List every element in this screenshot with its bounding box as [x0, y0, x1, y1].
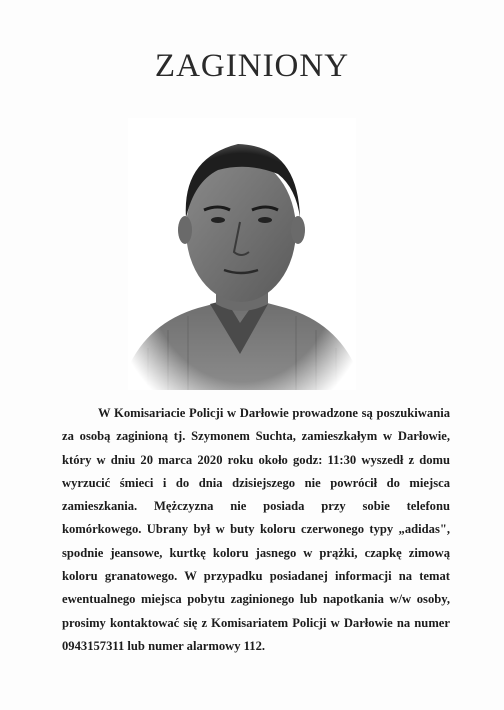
description-line-11: 0943157311 lub numer alarmowy 112. [62, 638, 266, 653]
poster-title: ZAGINIONY [154, 48, 350, 84]
description-line-5: zamieszkania. Mężczyzna nie posiada przy sobie telefonu [62, 499, 450, 514]
description-line-10: prosimy kontaktować się z Komisariatem Policji w Darłowie na numer [62, 615, 450, 630]
description-line-6: komórkowego. Ubrany był w buty koloru czerwonego typy „adidas", [62, 522, 450, 537]
description-line-4: wyrzucić śmieci i do dnia dzisiejszego nie powrócił do miejsca [62, 475, 450, 490]
description-line-9: ewentualnego miejsca pobytu zaginionego lub napotkania w/w osoby, [62, 592, 450, 607]
description-line-1: W Komisariacie Policji w Darłowie prowadzone są poszukiwania [98, 406, 450, 420]
description-line-7: spodnie jeansowe, kurtkę koloru jasnego w prążki, czapkę zimową [62, 545, 450, 560]
description-line-3: który w dniu 20 marca 2020 roku około godz: 11:30 wyszedł z domu [62, 452, 450, 467]
missing-person-description [62, 402, 450, 658]
missing-person-photo [128, 118, 356, 390]
description-line-8: koloru granatowego. W przypadku posiadanej informacji na temat [62, 569, 450, 584]
description-line-2: za osobą zaginioną tj. Szymonem Suchta, zamieszkałym w Darłowie, [62, 429, 450, 444]
